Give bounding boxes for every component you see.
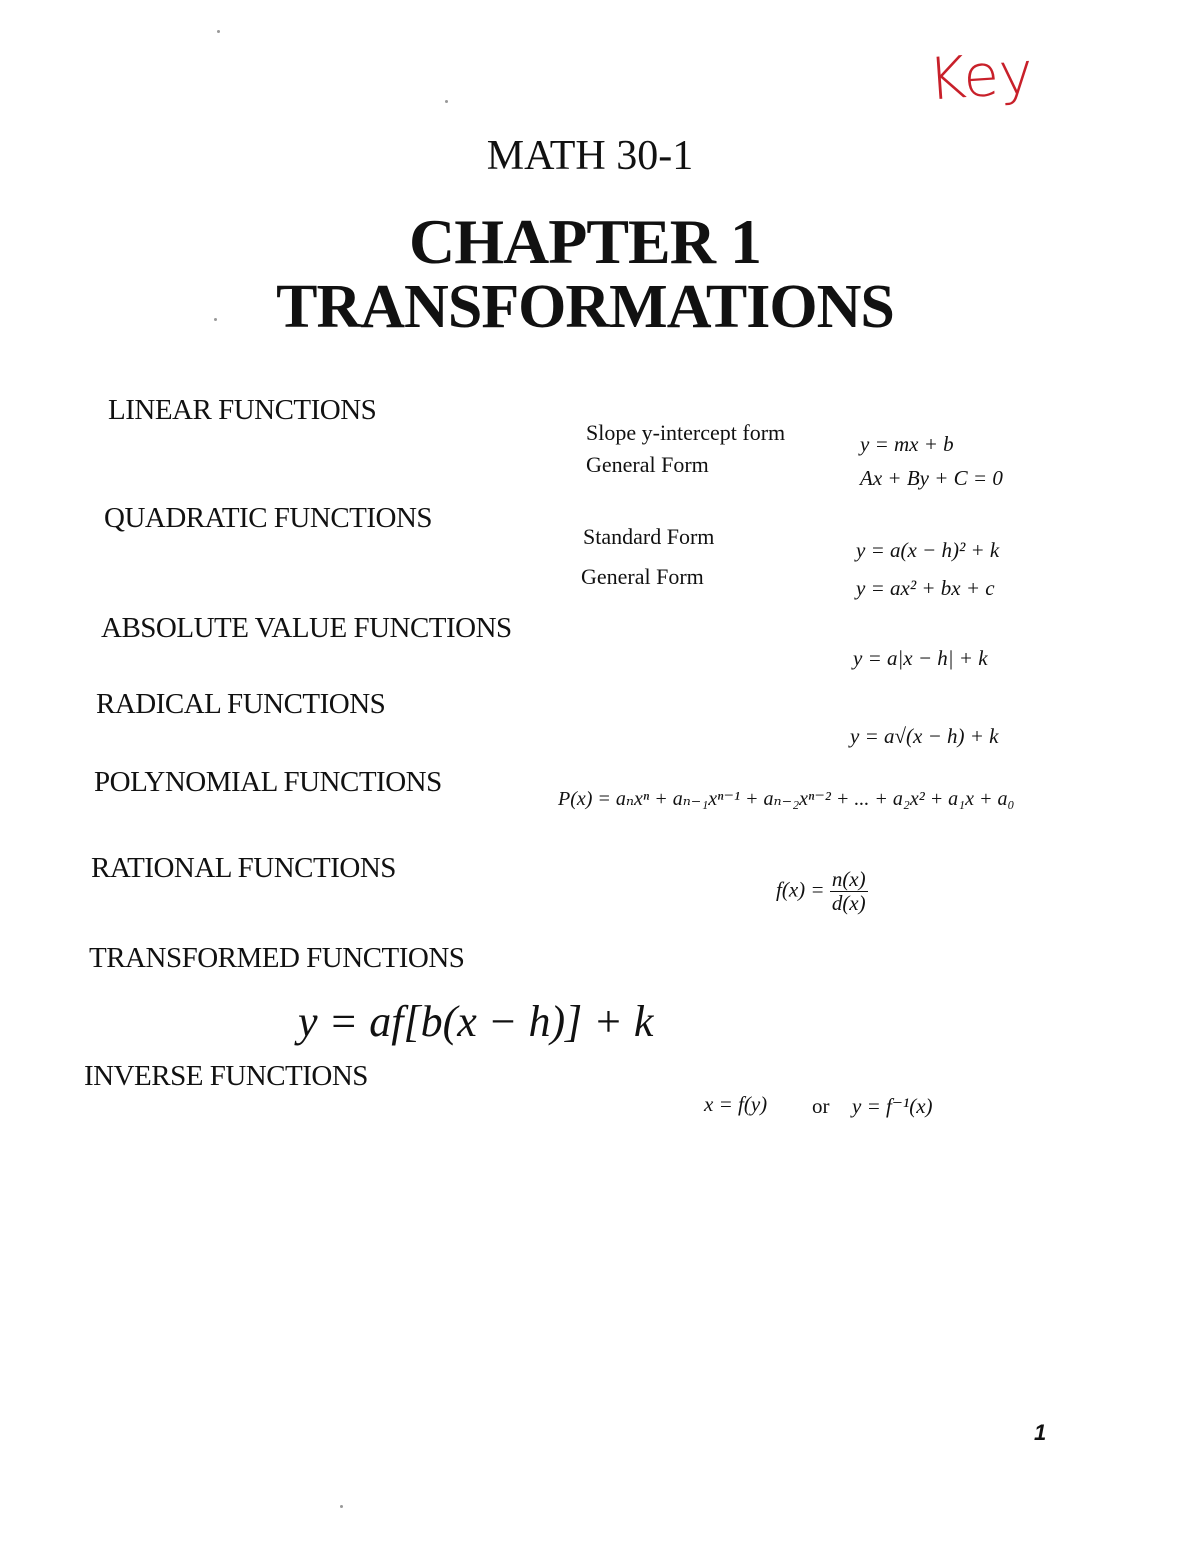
chapter-number: CHAPTER 1	[409, 206, 761, 277]
absolute-value-equation: y = a|x − h| + k	[853, 646, 988, 670]
linear-form2-label: General Form	[586, 452, 709, 477]
scan-speck	[445, 100, 448, 103]
linear-form1-equation: y = mx + b	[860, 432, 954, 456]
page-number: 1	[1034, 1420, 1047, 1445]
rational-equation	[776, 868, 868, 915]
section-heading-quadratic: QUADRATIC FUNCTIONS	[104, 502, 433, 534]
handwritten-key-annotation: Key	[925, 38, 1036, 114]
section-heading-inverse: INVERSE FUNCTIONS	[84, 1060, 368, 1092]
quadratic-form1-label: Standard Form	[583, 524, 715, 549]
rational-fraction	[830, 868, 868, 915]
radical-equation: y = a√(x − h) + k	[850, 724, 999, 748]
quadratic-form1-equation: y = a(x − h)² + k	[856, 538, 1000, 562]
linear-form1-label: Slope y-intercept form	[586, 420, 786, 445]
section-heading-polynomial: POLYNOMIAL FUNCTIONS	[94, 766, 442, 798]
inverse-or-word: or	[812, 1094, 830, 1118]
rational-equation-lhs: f(x) =	[776, 877, 825, 902]
rational-numerator: n(x)	[831, 867, 866, 891]
transformed-equation: y = af[b(x − h)] + k	[298, 997, 654, 1046]
linear-form2-equation: Ax + By + C = 0	[860, 466, 1003, 490]
course-title: MATH 30-1	[486, 133, 694, 179]
section-heading-absolute-value: ABSOLUTE VALUE FUNCTIONS	[101, 612, 512, 644]
inverse-equation-2: y = f⁻¹(x)	[852, 1094, 933, 1118]
section-heading-rational: RATIONAL FUNCTIONS	[91, 852, 396, 884]
quadratic-form2-label: General Form	[581, 564, 704, 589]
scan-speck	[217, 30, 220, 33]
scan-speck	[340, 1505, 343, 1508]
quadratic-form2-equation: y = ax² + bx + c	[856, 576, 995, 600]
rational-denominator: d(x)	[831, 891, 866, 916]
chapter-title: TRANSFORMATIONS	[276, 273, 894, 341]
section-heading-radical: RADICAL FUNCTIONS	[96, 688, 386, 720]
section-heading-linear: LINEAR FUNCTIONS	[108, 394, 377, 426]
scan-speck	[214, 318, 217, 321]
polynomial-equation: P(x) = aₙxⁿ + aₙ₋₁xⁿ⁻¹ + aₙ₋₂xⁿ⁻² + ... + a₂x² + a₁x + a₀	[558, 788, 1015, 810]
section-heading-transformed: TRANSFORMED FUNCTIONS	[89, 942, 465, 974]
inverse-equation-1: x = f(y)	[704, 1092, 768, 1116]
